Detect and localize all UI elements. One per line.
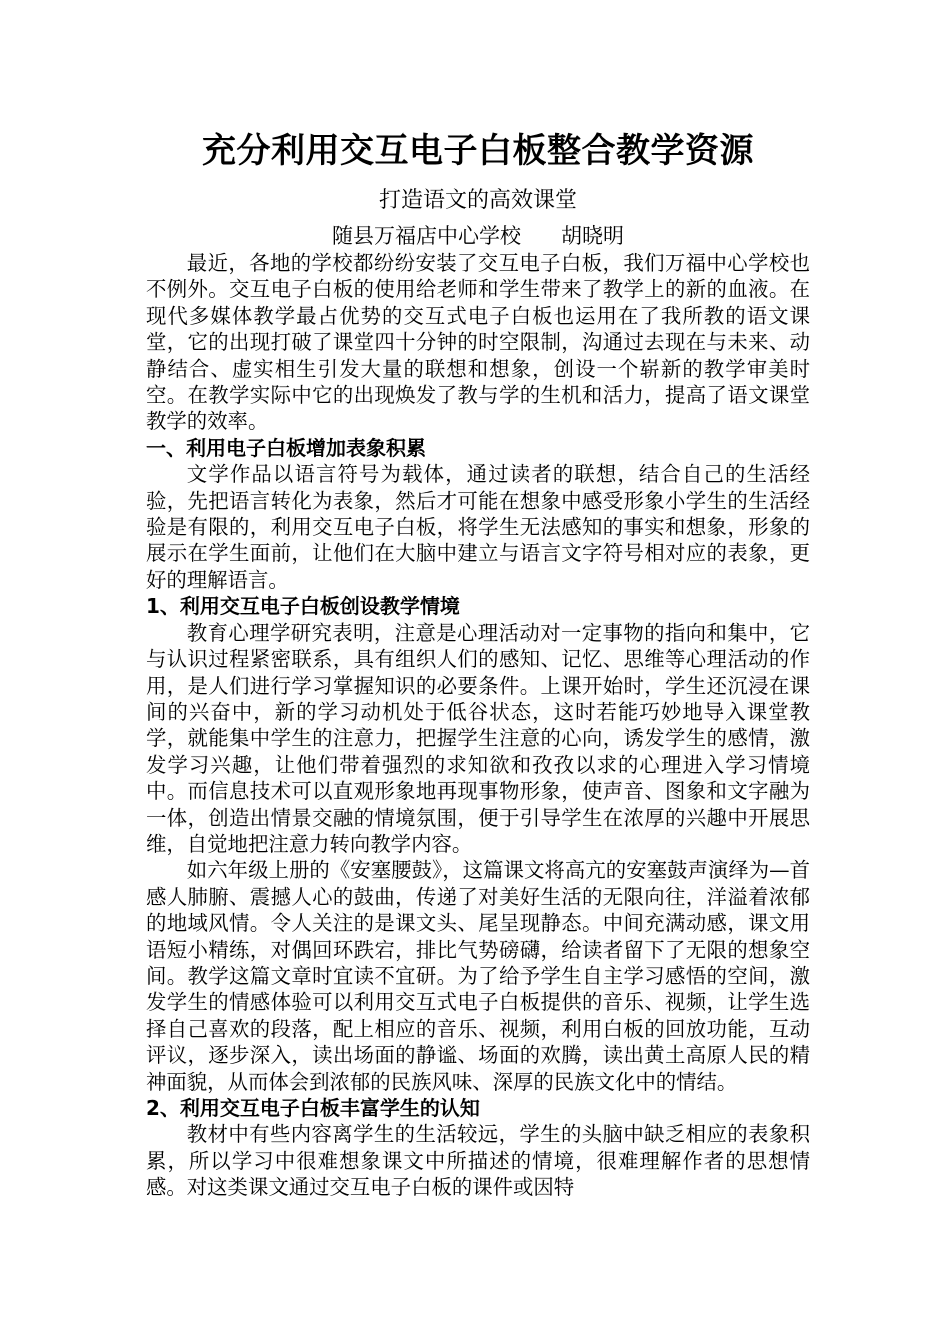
subsection-1-paragraph-1: 教育心理学研究表明，注意是心理活动对一定事物的指向和集中，它与认识过程紧密联系，具有组织人们的感知、记忆、思维等心理活动的作用，是人们进行学习掌握知识的必要条件。上课开始时，学生还沉浸在课间的兴奋中，新的学习动机处于低谷状态，这时若能巧妙地导入课堂教学，就能集中学生的注意力，把握学生注意的心向，诱发学生的感情，激发学习兴趣，让他们带着强烈的求知欲和孜孜以求的心理进入学习情境中。而信息技术可以直观形象地再现事物形象，使声音、图象和文字融为一体，创造出情景交融的情境氛围，便于引导学生在浓厚的兴趣中开展思维，自觉地把注意力转向教学内容。 [146, 620, 810, 856]
subsection-1-heading: 1、利用交互电子白板创设教学情境 [146, 594, 460, 619]
subsection-2-heading: 2、利用交互电子白板丰富学生的认知 [146, 1096, 480, 1120]
subsection-2-paragraph: 教材中有些内容离学生的生活较远，学生的头脑中缺乏相应的表象积累，所以学习中很难想象课文中所描述的情境，很难理解作者的思想情感。对这类课文通过交互电子白板的课件或因特 [146, 1122, 810, 1200]
intro-paragraph: 最近，各地的学校都纷纷安装了交互电子白板，我们万福中心学校也不例外。交互电子白板的使用给老师和学生带来了教学上的新的血液。在现代多媒体教学最占优势的交互式电子白板也运用在了我所教的语文课堂，它的出现打破了课堂四十分钟的时空限制，沟通过去现在与未来、动静结合、虚实相生引发大量的联想和想象，创设一个崭新的教学审美时空。在教学实际中它的出现焕发了教与学的生机和活力，提高了语文课堂教学的效率。 [146, 251, 810, 434]
section-1-paragraph: 文学作品以语言符号为载体，通过读者的联想，结合自己的生活经验，先把语言转化为表象，然后才可能在想象中感受形象小学生的生活经验是有限的，利用交互电子白板，将学生无法感知的事实和想象，形象的展示在学生面前，让他们在大脑中建立与语言文字符号相对应的表象，更好的理解语言。 [146, 462, 810, 592]
document-page [146, 128, 810, 1201]
section-1-heading: 一、利用电子白板增加表象积累 [146, 435, 426, 460]
document-subtitle: 打造语文的高效课堂 [378, 188, 577, 213]
document-title: 充分利用交互电子白板整合教学资源 [202, 131, 754, 171]
author-name: 胡晓明 [561, 224, 624, 248]
school-name: 随县万福店中心学校 [332, 224, 521, 248]
author-line [146, 222, 810, 250]
subsection-1-paragraph-2: 如六年级上册的《安塞腰鼓》，这篇课文将高亢的安塞鼓声演绎为—首感人肺腑、震撼人心的鼓曲，传递了对美好生活的无限向往，洋溢着浓郁的地域风情。令人关注的是课文头、尾呈现静态。中间充满动感，课文用语短小精练，对偶回环跌宕，排比气势磅礴，给读者留下了无限的想象空间。教学这篇文章时宜读不宜研。为了给予学生自主学习感悟的空间，激发学生的情感体验可以利用交互式电子白板提供的音乐、视频，让学生选择自己喜欢的段落，配上相应的音乐、视频，利用白板的回放功能，互动评议，逐步深入，读出场面的静谧、场面的欢腾，读出黄土高原人民的精神面貌，从而体会到浓郁的民族风味、深厚的民族文化中的情结。 [146, 858, 810, 1094]
